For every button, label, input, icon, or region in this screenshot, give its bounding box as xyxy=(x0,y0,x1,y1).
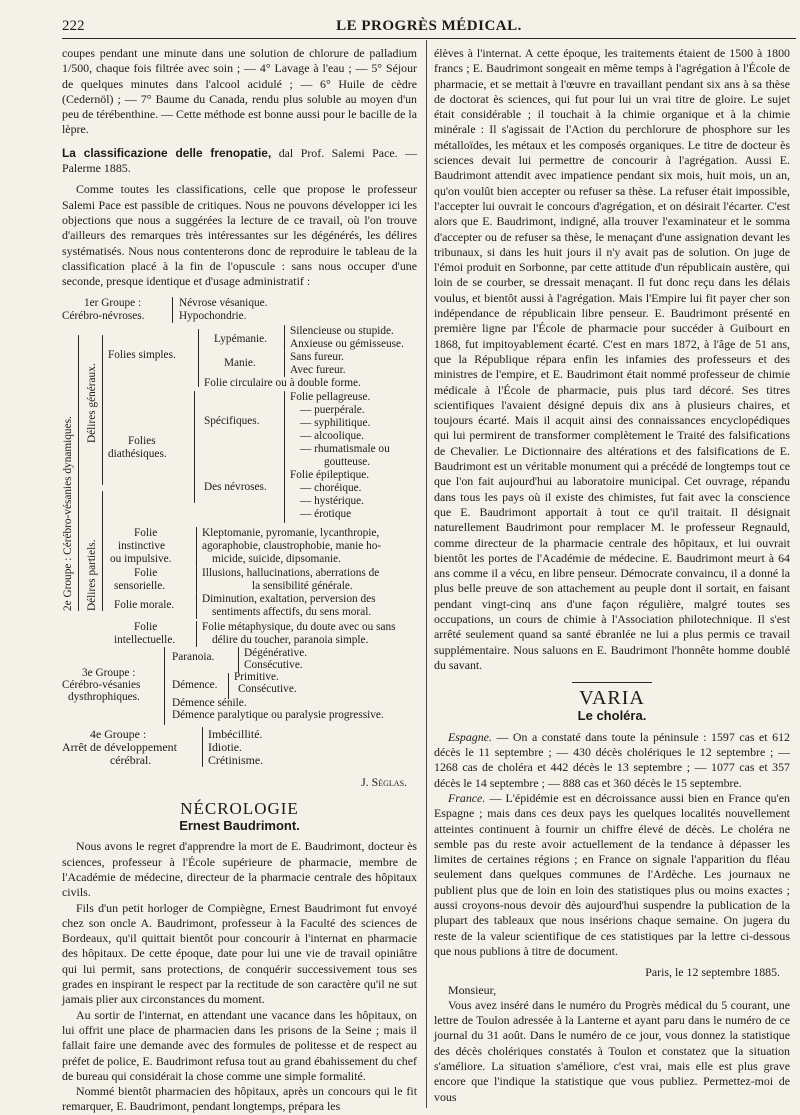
intro-paragraph: coupes pendant une minute dans une solution de chlorure de palladium 1/500, chaque fois filtrée avec soin ; — 4° Lavage à l'eau ; — 5° Séjour de quelques minutes dans l'alcool acidulé ; — 6° Huile de cèdre (Cedernöl) ; — 7° Baume du Canada, rendu plus soluble au moyen d'un peu de térébenthine. — Cette méthode est bonne aussi pour le bacille de la lèpre. xyxy=(62,46,417,137)
delires-generaux: Délires généraux. xyxy=(86,363,98,444)
folies-diathesiques: diathésiques. xyxy=(108,448,167,461)
folie-sensorielle-item: Illusions, hallucinations, aberrations de xyxy=(202,567,380,580)
france-text: — L'épidémie est en décroissance aussi bien en France qu'en Espagne ; mais dans ces deux pays les quelques localités nouvellement atteintes continuent à fournir un chiffre élevé de décès. Le choléra ne semble pas du reste avoir actuellement de la tendance à dépasser les limites de certaines régions ; en France on signale l'apparition du fléau seulement dans quelques communes de l'Ardèche. Les journaux ne publient plus que de loin en loin des statistiques plus ou moins exactes ; aussi croyons-nous devoir dès aujourd'hui suspendre la publication de la plupart des tableaux que nous insérions chaque semaine. On jugera du reste de la valeur scientifique de ces statistiques par la lettre ci-dessous que nous publions à titre de document. xyxy=(434,790,790,958)
necrologie-title: NÉCROLOGIE xyxy=(180,798,299,818)
g4-item: Imbécillité. xyxy=(208,727,263,742)
page-number: 222 xyxy=(62,18,85,34)
manie-item: Sans fureur. xyxy=(290,351,344,364)
folies-simples: Folies simples. xyxy=(108,349,176,362)
folie-instinctive-item: Kleptomanie, pyromanie, lycanthropie, xyxy=(202,527,380,540)
specifiques-item: — syphilitique. xyxy=(300,417,371,430)
specifiques-item: — alcoolique. xyxy=(300,430,364,443)
demence-senile: Démence sénile. xyxy=(172,697,247,710)
folies-diathesiques: Folies xyxy=(128,435,156,448)
folie-morale-item: sentiments affectifs, du sens moral. xyxy=(212,606,372,619)
folie-intellectuelle: intellectuelle. xyxy=(114,634,176,647)
left-column xyxy=(62,46,417,1115)
section-divider xyxy=(572,679,652,685)
necro-paragraph: Nous avons le regret d'apprendre la mort de E. Baudrimont, docteur ès sciences, professeur à l'École supérieure de pharmacie, membre de l'Académie de médecine, directeur de la pharmacie centrale des hôpitaux civils. xyxy=(62,839,417,900)
g4-item: Crétinisme. xyxy=(208,753,264,768)
running-title: LE PROGRÈS MÉDICAL. xyxy=(336,18,522,34)
desnevroses: Des névroses. xyxy=(204,481,267,494)
espagne-text: — On a constaté dans toute la péninsule : 1597 cas et 612 décès le 11 septembre ; — 430 décès cholériques le 12 septembre ; — 1268 cas de choléra et 442 décès le 13 septembre ; — 1077 cas et 357 décès le 14 septembre ; — 888 cas et 360 décès le 15 septembre. xyxy=(434,729,790,790)
signature: J. Séglas. xyxy=(361,775,407,790)
paranoia-item: Consécutive. xyxy=(244,659,303,672)
desnevroses-item: — choréique. xyxy=(300,482,362,495)
necro-paragraph: Nommé bientôt pharmacien des hôpitaux, après un concours qui le fit remarquer, E. Baudrimont, pendant longtemps, prépara les xyxy=(62,1084,417,1114)
necro-paragraph: Au sortir de l'internat, en attendant une vacance dans les hôpitaux, on lui offrit une place de pharmacien dans les prisons de la Seine ; mais il fallait faire une demande avec des formules de politesse et de respect au préfet de police, E. Baudrimont refusa tout au grand ébahissement du chef de bureau qui considérait la chose comme une simple formalité. xyxy=(62,1007,417,1083)
classif-title: La classificazione delle frenopatie, xyxy=(62,145,272,160)
paranoia: Paranoia. xyxy=(172,651,215,664)
folie-instinctive: Folie xyxy=(134,527,158,540)
page-header xyxy=(62,16,796,39)
demence-item: Primitive. xyxy=(234,671,279,684)
specifiques-item: — rhumatismale ou xyxy=(300,443,390,456)
folie-instinctive-item: micide, suicide, dipsomanie. xyxy=(212,553,341,566)
classif-paragraph: Comme toutes les classifications, celle que propose le professeur Salemi Pace est passible de critiques. Nous ne pouvons développer ici les objections que nous a suggérées la lecture de ce travail, où l'on trouve d'ailleurs des remarques très intéressantes sur les dégénérés, les délires systématisés. Nous nous contenterons donc de reproduire le tableau de la classification placé à la fin de l'opuscule : sans nous occuper d'une seconde, presque identique et d'usage administratif : xyxy=(62,182,417,289)
classif-author: dal Prof. Salemi Pace. — Palerme 1885. xyxy=(62,145,417,176)
cholera-title: Le choléra. xyxy=(577,708,647,724)
espagne-paragraph xyxy=(434,730,790,791)
specifiques: Spécifiques. xyxy=(204,415,260,428)
lypemanie-item: Silencieuse ou stupide. xyxy=(290,325,394,338)
folie-sensorielle: sensorielle. xyxy=(114,580,166,593)
specifiques-item: goutteuse. xyxy=(324,456,371,469)
manie-item: Avec fureur. xyxy=(290,364,346,377)
folie-intellectuelle: Folie xyxy=(134,621,158,634)
g1-label: 1er Groupe : xyxy=(84,297,142,310)
letter-date: Paris, le 12 septembre 1885. xyxy=(645,965,780,980)
folie-sensorielle: Folie xyxy=(134,567,158,580)
demence-item: Consécutive. xyxy=(238,683,297,696)
desnevroses-item: Folie épileptique. xyxy=(290,469,370,482)
folie-morale-item: Diminution, exaltation, perversion des xyxy=(202,593,376,606)
classification-table xyxy=(62,295,417,723)
g2-label: 2e Groupe : Cérébro-vésanies dynamiques. xyxy=(62,416,74,612)
france-label: France. xyxy=(448,790,486,805)
folie-intellectuelle-item: délire du toucher, paranoia simple. xyxy=(212,634,369,647)
right-column xyxy=(434,46,790,1105)
desnevroses-item: — érotique xyxy=(300,508,352,521)
g4-sub: Arrêt de développement xyxy=(62,740,177,755)
folie-instinctive: instinctive xyxy=(118,540,166,553)
necro-continued: élèves à l'internat. A cette époque, les traitements étaient de 1500 à 1800 francs ; E. Baudrimont songeait en même temps à l'agrégation à l'École de pharmacie, et se mettait à l'œuvre en travaillant pendant six ans à sa thèse de doctorat ès sciences, qui fut pour lui un vrai titre de gloire. Le sujet était considérable ; il touchait à la chimie organique et à la chimie minérale : Il s'agissait de l'Action du perchlorure de phosphore sur les métalloïdes, les métaux et les composés organiques. Le titre de docteur ès sciences devait lui permettre de concourir à l'agrégation. Aussi E. Baudrimont attendit avec impatience pendant six mois, huit mois, un an, qu'on voulût bien accepter ou refuser sa thèse. La refuser était impossible, l'accepter lui ouvrait le concours d'agrégation, et on désirait l'écarter. C'est alors que E. Baudrimont, indigné, alla trouver l'examinateur et le somma d'accepter ou de refuser sa thèse, le menaçant d'une assignation devant les tribunaux, si dans les huit jours il n'y avait pas de solution. On juge de l'émoi produit en Sorbonne, par cette attitude d'un républicain austère, qui loin de se courber, se dressait menaçant. Il fut donc reçu dans les délais voulus, et bientôt aussi à l'agrégation. Mais l'Empire lui fit payer cher son indépendance de républicain libre penseur. E. Baudrimont présenté en première ligne par l'École de pharmacie pour succéder à Guibourt en 1868, fut impitoyablement écarté. C'est en mars 1872, à l'âge de 51 ans, que la République répara enfin les infamies des professeurs et des ministres de l'empire, et E. Baudrimont était nommé professeur de chimie médicale à l'École de pharmacie, puis plus tard décoré. Ses titres scientifiques l'avaient désigné depuis dix ans à plusieurs chaires, et toujours écarté. Mais il acquit ainsi des connaissances encyclopédiques qui lui permirent de transformer complètement le Traité des falsifications de Chevalier. Le Dictionnaire des altérations et des falsifications de E. Baudrimont est un véritable monument qui a précédé de longtemps tout ce que l'on fait aujourd'hui au laboratoire municipal. Cet ouvrage, répandu dans tous les pays où il existe des chimistes, fut fait avec la conscience que E. Baudrimont apportait à tout ce qu'il traitait. Il désignait naturellement Baudrimont pour remplacer M. le professeur Regnauld, comme directeur de la pharmacie centrale des hôpitaux, et lui ouvrait bientôt les portes de l'Académie de médecine. E. Baudrimont meurt à 64 ans comme il a vécu, en libre penseur. Démocrate convaincu, il a donné la plus belle preuve de son attachement au peuple dont il sortait, en faisant pendant vingt-cinq ans d'une façon régulière, malgré toutes ses occupations, un cours de chimie à l'Association philotechnique. Il s'est arrêté seulement quand sa santé ébranlée ne lui a plus permis ce travail supplémentaire. Nous saluons en E. Baudrimont l'honnête homme doublé du savant. xyxy=(434,46,790,672)
france-paragraph xyxy=(434,791,790,959)
letter-salutation: Monsieur, xyxy=(448,982,497,997)
column-rule xyxy=(426,40,427,1108)
g3-label: 3e Groupe : xyxy=(82,667,136,680)
g1-item: Hypochondrie. xyxy=(179,310,247,323)
demence-paralytique: Démence paralytique ou paralysie progressive. xyxy=(172,709,384,722)
g3-sub: Cérébro-vésanies xyxy=(62,679,141,692)
g3-sub: dysthrophiques. xyxy=(68,691,140,704)
folie-instinctive: ou impulsive. xyxy=(110,553,172,566)
desnevroses-item: — hystérique. xyxy=(300,495,365,508)
g4-sub: cérébral. xyxy=(110,753,152,768)
folie-intellectuelle-item: Folie métaphysique, du doute avec ou sans xyxy=(202,621,396,634)
g4-label: 4e Groupe : xyxy=(90,727,147,742)
necro-paragraph: Fils d'un petit horloger de Compiègne, Ernest Baudrimont fut envoyé chez son oncle A. Baudrimont, professeur à la Faculté des sciences de Bordeaux, qu'il quittait bientôt pour concourir à l'internat en pharmacie des hôpitaux. De cette époque, date pour lui une vie de travail opiniâtre qui lui permit, sans protections, de conquérir successivement tous ses grades en inspirant le respect par la rectitude de son caractère qu'il ne sut jamais plier aux circonstances du moment. xyxy=(62,900,417,1007)
classif-heading xyxy=(62,146,417,177)
g1-sub: Cérébro-névroses. xyxy=(62,310,145,323)
demence: Démence. xyxy=(172,679,218,692)
folie-sensorielle-item: la sensibilité générale. xyxy=(252,580,353,593)
lypemanie: Lypémanie. xyxy=(214,333,268,346)
lypemanie-item: Anxieuse ou gémisseuse. xyxy=(290,338,404,351)
folie-morale: Folie morale. xyxy=(114,599,175,612)
espagne-label: Espagne. xyxy=(448,729,492,744)
g1-item: Névrose vésanique. xyxy=(179,297,268,310)
specifiques-item: Folie pellagreuse. xyxy=(290,391,371,404)
letter-text: Vous avez inséré dans le numéro du Progrès médical du 5 courant, une lettre de Toulon adressée à la Lanterne et ayant paru dans le numéro de ce journal du 31 août. Dans le numéro de ce jour, vous donnez la statistique des décès cholériques constatés à Toulon et constatez que la situation s'améliore. La situation s'améliore, c'est vrai, mais elle est plus grave encore que l'indique la statistique que vous publiez. Permettez-moi de vous xyxy=(434,997,790,1104)
manie: Manie. xyxy=(224,357,256,370)
necro-name: Ernest Baudrimont. xyxy=(179,818,300,834)
g4-block xyxy=(62,727,417,771)
specifiques-item: — puerpérale. xyxy=(300,404,365,417)
delires-partiels: Délires partiels. xyxy=(86,539,98,612)
g4-item: Idiotie. xyxy=(208,740,243,755)
folie-circulaire: Folie circulaire ou à double forme. xyxy=(204,377,361,390)
folie-instinctive-item: agoraphobie, claustrophobie, manie ho- xyxy=(202,540,382,553)
paranoia-item: Dégénérative. xyxy=(244,647,308,660)
varia-title: VARIA xyxy=(579,687,645,710)
